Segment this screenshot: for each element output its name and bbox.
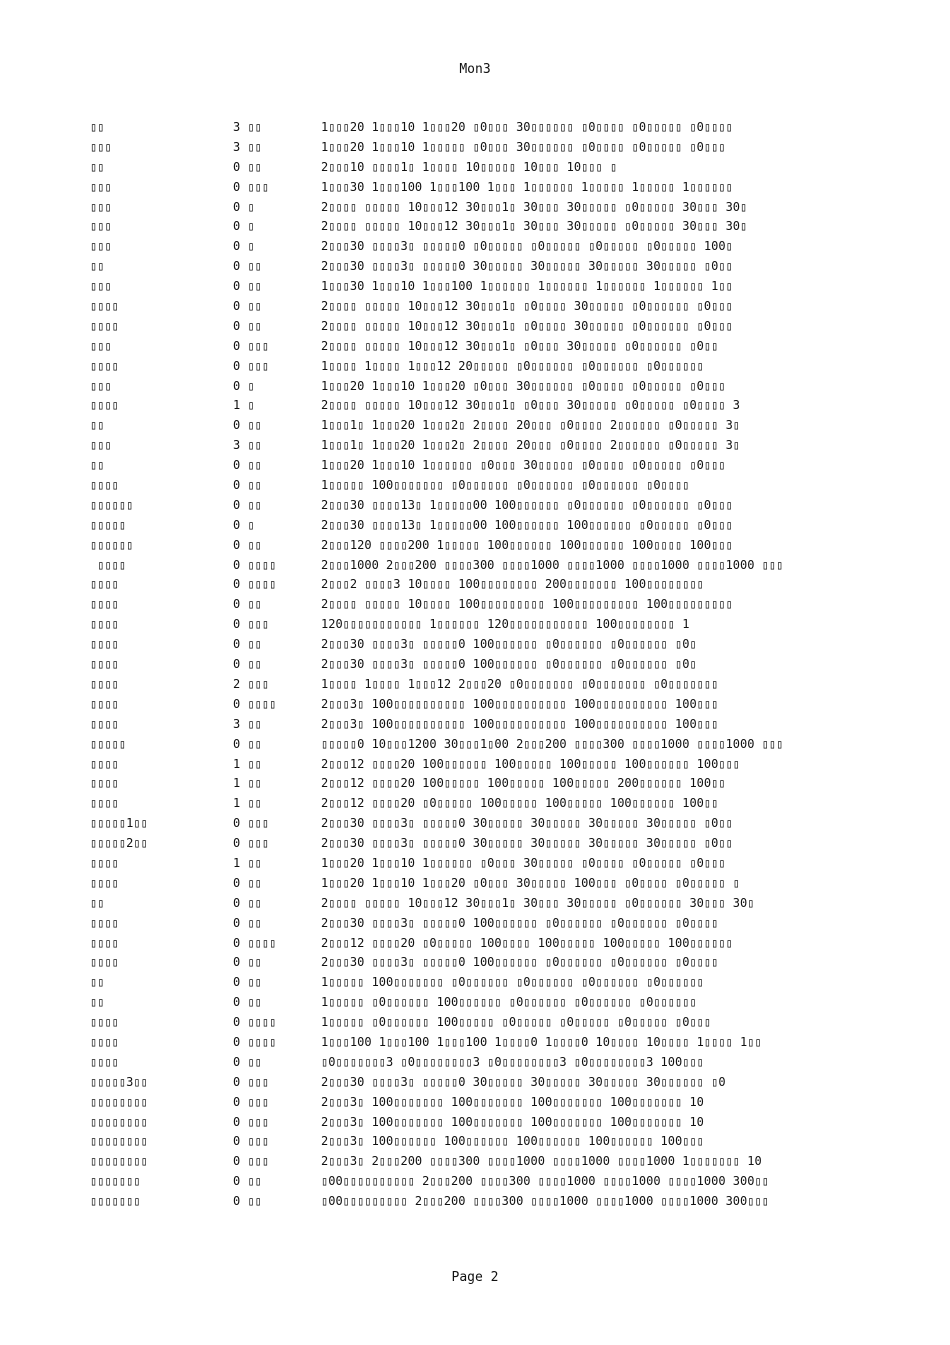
- row-name: ▯▯▯▯: [90, 577, 119, 592]
- table-row: [90, 675, 930, 695]
- table-row: [90, 695, 930, 715]
- table-row: [90, 337, 930, 357]
- table-row: [90, 1152, 930, 1172]
- table-row: [90, 396, 930, 416]
- row-code: 0 ▯▯: [233, 159, 262, 174]
- table-row: [90, 973, 930, 993]
- row-values: ▯00▯▯▯▯▯▯▯▯▯ 2▯▯▯200 ▯▯▯▯300 ▯▯▯▯1000 ▯▯▯▯1000 ▯▯▯▯1000 300▯▯▯: [321, 1194, 769, 1209]
- row-code: 0 ▯▯: [233, 975, 262, 990]
- row-values: 2▯▯▯3▯ 100▯▯▯▯▯▯▯▯▯▯ 100▯▯▯▯▯▯▯▯▯▯ 100▯▯▯▯▯▯▯▯▯▯ 100▯▯▯: [321, 696, 719, 711]
- row-code: 0 ▯▯▯▯: [233, 935, 277, 950]
- table-row: [90, 317, 930, 337]
- row-name: ▯▯▯: [90, 378, 112, 393]
- row-code: 0 ▯▯: [233, 995, 262, 1010]
- row-values: 2▯▯▯30 ▯▯▯▯13▯ 1▯▯▯▯▯00 100▯▯▯▯▯▯ 100▯▯▯▯▯▯ ▯0▯▯▯▯▯ ▯0▯▯▯: [321, 517, 733, 532]
- table-row: [90, 794, 930, 814]
- table-row: [90, 1053, 930, 1073]
- row-code: 0 ▯▯▯: [233, 1114, 270, 1129]
- row-values: 2▯▯▯▯ ▯▯▯▯▯ 10▯▯▯▯ 100▯▯▯▯▯▯▯▯▯ 100▯▯▯▯▯▯▯▯▯ 100▯▯▯▯▯▯▯▯▯: [321, 597, 733, 612]
- table-row: [90, 834, 930, 854]
- row-code: 0 ▯▯: [233, 955, 262, 970]
- table-row: [90, 953, 930, 973]
- row-name: ▯▯▯: [90, 338, 112, 353]
- row-values: 2▯▯▯30 ▯▯▯▯3▯ ▯▯▯▯▯0 30▯▯▯▯▯ 30▯▯▯▯▯ 30▯▯▯▯▯ 30▯▯▯▯▯ ▯0▯▯: [321, 259, 733, 274]
- table-row: [90, 257, 930, 277]
- table-row: [90, 1172, 930, 1192]
- row-values: 1▯▯▯▯ 1▯▯▯▯ 1▯▯▯12 20▯▯▯▯▯ ▯0▯▯▯▯▯▯ ▯0▯▯▯▯▯▯ ▯0▯▯▯▯▯▯: [321, 358, 704, 373]
- row-code: 0 ▯▯▯: [233, 1134, 270, 1149]
- table-row: [90, 1033, 930, 1053]
- table-row: [90, 595, 930, 615]
- row-name: ▯▯▯▯: [90, 557, 127, 572]
- row-values: 2▯▯▯3▯ 100▯▯▯▯▯▯▯▯▯▯ 100▯▯▯▯▯▯▯▯▯▯ 100▯▯▯▯▯▯▯▯▯▯ 100▯▯▯: [321, 716, 719, 731]
- data-table: [90, 118, 930, 1212]
- table-row: [90, 1113, 930, 1133]
- table-row: [90, 1093, 930, 1113]
- row-values: 1▯▯▯20 1▯▯▯10 1▯▯▯20 ▯0▯▯▯ 30▯▯▯▯▯▯ ▯0▯▯▯▯ ▯0▯▯▯▯▯ ▯0▯▯▯: [321, 378, 726, 393]
- row-name: ▯▯▯▯▯▯▯▯: [90, 1154, 148, 1169]
- row-name: ▯▯▯: [90, 438, 112, 453]
- row-values: 1▯▯▯▯ 1▯▯▯▯ 1▯▯▯12 2▯▯▯20 ▯0▯▯▯▯▯▯▯ ▯0▯▯▯▯▯▯▯ ▯0▯▯▯▯▯▯▯: [321, 676, 719, 691]
- row-code: 0 ▯▯: [233, 1194, 262, 1209]
- row-code: 0 ▯: [233, 517, 255, 532]
- table-row: [90, 814, 930, 834]
- table-row: [90, 894, 930, 914]
- row-values: 2▯▯▯30 ▯▯▯▯3▯ ▯▯▯▯▯0 100▯▯▯▯▯▯ ▯0▯▯▯▯▯▯ ▯0▯▯▯▯▯▯ ▯0▯: [321, 637, 697, 652]
- row-values: 1▯▯▯20 1▯▯▯10 1▯▯▯▯▯▯ ▯0▯▯▯ 30▯▯▯▯▯ ▯0▯▯▯▯ ▯0▯▯▯▯▯ ▯0▯▯▯: [321, 458, 726, 473]
- row-values: 120▯▯▯▯▯▯▯▯▯▯▯ 1▯▯▯▯▯▯ 120▯▯▯▯▯▯▯▯▯▯▯ 100▯▯▯▯▯▯▯▯ 1: [321, 617, 690, 632]
- row-values: 2▯▯▯▯ ▯▯▯▯▯ 10▯▯▯12 30▯▯▯1▯ 30▯▯▯ 30▯▯▯▯▯ ▯0▯▯▯▯▯▯ 30▯▯▯ 30▯: [321, 895, 755, 910]
- table-row: [90, 1132, 930, 1152]
- row-values: 2▯▯▯30 ▯▯▯▯13▯ 1▯▯▯▯▯00 100▯▯▯▯▯▯ ▯0▯▯▯▯▯▯ ▯0▯▯▯▯▯▯ ▯0▯▯▯: [321, 497, 733, 512]
- row-values: 2▯▯▯30 ▯▯▯▯3▯ ▯▯▯▯▯0 30▯▯▯▯▯ 30▯▯▯▯▯ 30▯▯▯▯▯ 30▯▯▯▯▯▯ ▯0: [321, 1074, 726, 1089]
- table-row: [90, 874, 930, 894]
- row-values: 2▯▯▯▯ ▯▯▯▯▯ 10▯▯▯12 30▯▯▯1▯ 30▯▯▯ 30▯▯▯▯▯ ▯0▯▯▯▯▯ 30▯▯▯ 30▯: [321, 199, 748, 214]
- table-row: [90, 158, 930, 178]
- table-row: [90, 556, 930, 576]
- row-name: ▯▯▯▯: [90, 358, 119, 373]
- row-code: 0 ▯▯▯▯: [233, 696, 277, 711]
- row-name: ▯▯▯: [90, 139, 112, 154]
- row-values: ▯0▯▯▯▯▯▯▯3 ▯0▯▯▯▯▯▯▯▯3 ▯0▯▯▯▯▯▯▯▯3 ▯0▯▯▯▯▯▯▯▯3 100▯▯▯: [321, 1054, 704, 1069]
- table-row: [90, 854, 930, 874]
- row-name: ▯▯▯▯: [90, 637, 119, 652]
- row-code: 1 ▯▯: [233, 855, 262, 870]
- row-name: ▯▯▯▯▯: [90, 736, 127, 751]
- row-name: ▯▯▯▯: [90, 1034, 119, 1049]
- row-name: ▯▯: [90, 159, 105, 174]
- row-name: ▯▯▯▯: [90, 597, 119, 612]
- table-row: [90, 715, 930, 735]
- row-values: ▯▯▯▯▯0 10▯▯▯1200 30▯▯▯1▯00 2▯▯▯200 ▯▯▯▯300 ▯▯▯▯1000 ▯▯▯▯1000 ▯▯▯: [321, 736, 784, 751]
- table-row: [90, 377, 930, 397]
- row-code: 0 ▯▯: [233, 537, 262, 552]
- row-name: ▯▯: [90, 259, 105, 274]
- table-row: [90, 1192, 930, 1212]
- row-code: 0 ▯▯: [233, 875, 262, 890]
- row-values: 2▯▯▯▯ ▯▯▯▯▯ 10▯▯▯12 30▯▯▯1▯ ▯0▯▯▯ 30▯▯▯▯▯ ▯0▯▯▯▯▯▯ ▯0▯▯: [321, 338, 719, 353]
- row-name: ▯▯▯: [90, 279, 112, 294]
- table-row: [90, 615, 930, 635]
- row-name: ▯▯▯▯: [90, 1054, 119, 1069]
- table-row: [90, 178, 930, 198]
- table-row: [90, 635, 930, 655]
- row-values: 1▯▯▯▯▯ 100▯▯▯▯▯▯▯ ▯0▯▯▯▯▯▯ ▯0▯▯▯▯▯▯ ▯0▯▯▯▯▯▯ ▯0▯▯▯▯: [321, 478, 690, 493]
- row-values: 1▯▯▯20 1▯▯▯10 1▯▯▯▯▯ ▯0▯▯▯ 30▯▯▯▯▯▯ ▯0▯▯▯▯ ▯0▯▯▯▯▯ ▯0▯▯▯: [321, 139, 726, 154]
- row-code: 0 ▯▯: [233, 657, 262, 672]
- row-values: 2▯▯▯12 ▯▯▯▯20 100▯▯▯▯▯▯ 100▯▯▯▯▯ 100▯▯▯▯▯ 100▯▯▯▯▯▯ 100▯▯▯: [321, 756, 741, 771]
- row-code: 0 ▯▯▯: [233, 358, 270, 373]
- row-values: 1▯▯▯1▯ 1▯▯▯20 1▯▯▯2▯ 2▯▯▯▯ 20▯▯▯ ▯0▯▯▯▯ 2▯▯▯▯▯▯ ▯0▯▯▯▯▯ 3▯: [321, 438, 741, 453]
- row-values: 2▯▯▯2 ▯▯▯▯3 10▯▯▯▯ 100▯▯▯▯▯▯▯▯ 200▯▯▯▯▯▯▯ 100▯▯▯▯▯▯▯▯: [321, 577, 704, 592]
- row-code: 0 ▯: [233, 199, 255, 214]
- row-values: 2▯▯▯120 ▯▯▯▯200 1▯▯▯▯▯ 100▯▯▯▯▯▯ 100▯▯▯▯▯▯ 100▯▯▯▯ 100▯▯▯: [321, 537, 733, 552]
- row-values: 2▯▯▯▯ ▯▯▯▯▯ 10▯▯▯12 30▯▯▯1▯ ▯0▯▯▯▯ 30▯▯▯▯▯ ▯0▯▯▯▯▯▯ ▯0▯▯▯: [321, 299, 733, 314]
- row-values: 2▯▯▯30 ▯▯▯▯3▯ ▯▯▯▯▯0 100▯▯▯▯▯▯ ▯0▯▯▯▯▯▯ ▯0▯▯▯▯▯▯ ▯0▯▯▯▯: [321, 955, 719, 970]
- row-name: ▯▯▯▯▯▯▯▯: [90, 1134, 148, 1149]
- row-name: ▯▯▯▯: [90, 915, 119, 930]
- row-code: 0 ▯▯: [233, 597, 262, 612]
- row-code: 1 ▯: [233, 398, 255, 413]
- row-code: 0 ▯▯: [233, 279, 262, 294]
- row-code: 1 ▯▯: [233, 776, 262, 791]
- row-name: ▯▯▯▯▯▯▯: [90, 1194, 141, 1209]
- row-name: ▯▯▯▯▯3▯▯: [90, 1074, 148, 1089]
- table-row: [90, 1013, 930, 1033]
- row-code: 0 ▯▯▯▯: [233, 1015, 277, 1030]
- row-name: ▯▯▯▯: [90, 855, 119, 870]
- row-name: ▯▯: [90, 458, 105, 473]
- table-row: [90, 476, 930, 496]
- table-row: [90, 755, 930, 775]
- row-values: 2▯▯▯3▯ 100▯▯▯▯▯▯ 100▯▯▯▯▯▯ 100▯▯▯▯▯▯ 100▯▯▯▯▯▯ 100▯▯▯: [321, 1134, 704, 1149]
- row-code: 1 ▯▯: [233, 796, 262, 811]
- row-code: 0 ▯▯: [233, 895, 262, 910]
- row-values: 1▯▯▯30 1▯▯▯10 1▯▯▯100 1▯▯▯▯▯▯ 1▯▯▯▯▯▯ 1▯▯▯▯▯▯ 1▯▯▯▯▯▯ 1▯▯: [321, 279, 733, 294]
- row-name: ▯▯▯▯▯2▯▯: [90, 836, 148, 851]
- row-code: 3 ▯▯: [233, 438, 262, 453]
- row-values: 2▯▯▯30 ▯▯▯▯3▯ ▯▯▯▯▯0 100▯▯▯▯▯▯ ▯0▯▯▯▯▯▯ ▯0▯▯▯▯▯▯ ▯0▯▯▯▯: [321, 915, 719, 930]
- row-name: ▯▯▯▯: [90, 716, 119, 731]
- row-name: ▯▯▯: [90, 199, 112, 214]
- row-name: ▯▯▯▯▯: [90, 517, 127, 532]
- row-name: ▯▯▯: [90, 179, 112, 194]
- row-code: 0 ▯▯: [233, 736, 262, 751]
- table-row: [90, 456, 930, 476]
- row-name: ▯▯▯▯: [90, 955, 119, 970]
- row-values: 2▯▯▯12 ▯▯▯▯20 ▯0▯▯▯▯▯ 100▯▯▯▯ 100▯▯▯▯▯ 100▯▯▯▯▯ 100▯▯▯▯▯▯: [321, 935, 733, 950]
- row-code: 1 ▯▯: [233, 756, 262, 771]
- row-code: 0 ▯▯▯: [233, 836, 270, 851]
- row-code: 0 ▯▯: [233, 637, 262, 652]
- row-code: 0 ▯▯▯: [233, 1074, 270, 1089]
- row-values: 1▯▯▯▯▯ 100▯▯▯▯▯▯▯ ▯0▯▯▯▯▯▯ ▯0▯▯▯▯▯▯ ▯0▯▯▯▯▯▯ ▯0▯▯▯▯▯▯: [321, 975, 704, 990]
- row-values: 2▯▯▯3▯ 100▯▯▯▯▯▯▯ 100▯▯▯▯▯▯▯ 100▯▯▯▯▯▯▯ 100▯▯▯▯▯▯▯ 10: [321, 1094, 704, 1109]
- row-code: 0 ▯▯▯: [233, 1094, 270, 1109]
- table-row: [90, 198, 930, 218]
- row-code: 0 ▯: [233, 378, 255, 393]
- row-name: ▯▯: [90, 895, 105, 910]
- row-name: ▯▯▯▯: [90, 935, 119, 950]
- row-values: 2▯▯▯3▯ 2▯▯▯200 ▯▯▯▯300 ▯▯▯▯1000 ▯▯▯▯1000 ▯▯▯▯1000 1▯▯▯▯▯▯▯ 10: [321, 1154, 762, 1169]
- row-name: ▯▯▯▯: [90, 1015, 119, 1030]
- row-name: ▯▯: [90, 418, 105, 433]
- row-name: ▯▯: [90, 120, 105, 134]
- table-row: [90, 237, 930, 257]
- table-row: [90, 297, 930, 317]
- row-values: 1▯▯▯100 1▯▯▯100 1▯▯▯100 1▯▯▯▯0 1▯▯▯▯0 10▯▯▯▯ 10▯▯▯▯ 1▯▯▯▯ 1▯▯: [321, 1034, 762, 1049]
- table-row: [90, 914, 930, 934]
- row-name: ▯▯▯▯: [90, 696, 119, 711]
- table-row: [90, 536, 930, 556]
- row-code: 3 ▯▯: [233, 120, 262, 134]
- row-code: 2 ▯▯▯: [233, 676, 270, 691]
- row-values: 2▯▯▯▯ ▯▯▯▯▯ 10▯▯▯12 30▯▯▯1▯ ▯0▯▯▯ 30▯▯▯▯▯ ▯0▯▯▯▯▯ ▯0▯▯▯▯ 3: [321, 398, 741, 413]
- row-code: 3 ▯▯: [233, 716, 262, 731]
- row-values: 1▯▯▯20 1▯▯▯10 1▯▯▯20 ▯0▯▯▯ 30▯▯▯▯▯ 100▯▯▯ ▯0▯▯▯▯ ▯0▯▯▯▯▯ ▯: [321, 875, 741, 890]
- table-row: [90, 357, 930, 377]
- row-name: ▯▯▯▯: [90, 657, 119, 672]
- table-row: [90, 575, 930, 595]
- table-row: [90, 655, 930, 675]
- row-values: 2▯▯▯30 ▯▯▯▯3▯ ▯▯▯▯▯0 100▯▯▯▯▯▯ ▯0▯▯▯▯▯▯ ▯0▯▯▯▯▯▯ ▯0▯: [321, 657, 697, 672]
- row-code: 0 ▯: [233, 219, 255, 234]
- row-code: 0 ▯▯▯: [233, 617, 270, 632]
- row-code: 0 ▯▯▯▯: [233, 577, 277, 592]
- table-row: [90, 277, 930, 297]
- row-name: ▯▯▯▯: [90, 776, 119, 791]
- row-name: ▯▯▯▯: [90, 617, 119, 632]
- row-name: ▯▯▯▯: [90, 398, 119, 413]
- table-row: [90, 1073, 930, 1093]
- row-name: ▯▯▯▯: [90, 756, 119, 771]
- row-code: 0 ▯▯: [233, 299, 262, 314]
- row-code: 0 ▯▯▯: [233, 338, 270, 353]
- row-code: 0 ▯▯▯▯: [233, 1034, 277, 1049]
- row-code: 0 ▯▯: [233, 259, 262, 274]
- row-values: 2▯▯▯30 ▯▯▯▯3▯ ▯▯▯▯▯0 30▯▯▯▯▯ 30▯▯▯▯▯ 30▯▯▯▯▯ 30▯▯▯▯▯ ▯0▯▯: [321, 816, 733, 831]
- row-name: ▯▯▯▯▯▯: [90, 497, 134, 512]
- row-name: ▯▯▯▯: [90, 478, 119, 493]
- row-name: ▯▯: [90, 975, 105, 990]
- row-name: ▯▯▯▯▯▯: [90, 537, 134, 552]
- row-values: 2▯▯▯▯ ▯▯▯▯▯ 10▯▯▯12 30▯▯▯1▯ ▯0▯▯▯▯ 30▯▯▯▯▯ ▯0▯▯▯▯▯▯ ▯0▯▯▯: [321, 318, 733, 333]
- row-values: 2▯▯▯30 ▯▯▯▯3▯ ▯▯▯▯▯0 30▯▯▯▯▯ 30▯▯▯▯▯ 30▯▯▯▯▯ 30▯▯▯▯▯ ▯0▯▯: [321, 836, 733, 851]
- row-values: 2▯▯▯12 ▯▯▯▯20 ▯0▯▯▯▯▯ 100▯▯▯▯▯ 100▯▯▯▯▯ 100▯▯▯▯▯▯ 100▯▯: [321, 796, 719, 811]
- row-values: 1▯▯▯▯▯ ▯0▯▯▯▯▯▯ 100▯▯▯▯▯ ▯0▯▯▯▯▯ ▯0▯▯▯▯▯ ▯0▯▯▯▯▯ ▯0▯▯▯: [321, 1015, 712, 1030]
- table-row: [90, 118, 930, 138]
- table-row: [90, 436, 930, 456]
- row-values: 2▯▯▯30 ▯▯▯▯3▯ ▯▯▯▯▯0 ▯0▯▯▯▯▯ ▯0▯▯▯▯▯ ▯0▯▯▯▯▯ ▯0▯▯▯▯▯ 100▯: [321, 239, 733, 254]
- table-row: [90, 774, 930, 794]
- row-name: ▯▯▯▯: [90, 796, 119, 811]
- row-name: ▯▯▯▯: [90, 318, 119, 333]
- row-name: ▯▯▯▯: [90, 299, 119, 314]
- row-values: ▯00▯▯▯▯▯▯▯▯▯▯ 2▯▯▯200 ▯▯▯▯300 ▯▯▯▯1000 ▯▯▯▯1000 ▯▯▯▯1000 300▯▯: [321, 1174, 769, 1189]
- page-footer: Page 2: [451, 1270, 499, 1285]
- row-values: 1▯▯▯1▯ 1▯▯▯20 1▯▯▯2▯ 2▯▯▯▯ 20▯▯▯ ▯0▯▯▯▯ 2▯▯▯▯▯▯ ▯0▯▯▯▯▯ 3▯: [321, 418, 741, 433]
- row-name: ▯▯▯: [90, 239, 112, 254]
- row-code: 3 ▯▯: [233, 139, 262, 154]
- row-values: 1▯▯▯20 1▯▯▯10 1▯▯▯20 ▯0▯▯▯ 30▯▯▯▯▯▯ ▯0▯▯▯▯ ▯0▯▯▯▯▯ ▯0▯▯▯▯: [321, 120, 733, 134]
- row-code: 0 ▯▯▯: [233, 816, 270, 831]
- row-code: 0 ▯▯▯▯: [233, 557, 277, 572]
- row-values: 2▯▯▯1000 2▯▯▯200 ▯▯▯▯300 ▯▯▯▯1000 ▯▯▯▯1000 ▯▯▯▯1000 ▯▯▯▯1000 ▯▯▯: [321, 557, 784, 572]
- table-row: [90, 496, 930, 516]
- row-code: 0 ▯▯: [233, 318, 262, 333]
- row-name: ▯▯▯▯: [90, 676, 119, 691]
- table-row: [90, 138, 930, 158]
- page-header: Mon3: [459, 62, 491, 77]
- row-values: 2▯▯▯3▯ 100▯▯▯▯▯▯▯ 100▯▯▯▯▯▯▯ 100▯▯▯▯▯▯▯ 100▯▯▯▯▯▯▯ 10: [321, 1114, 704, 1129]
- row-name: ▯▯▯▯▯▯▯▯: [90, 1114, 148, 1129]
- row-name: ▯▯▯▯: [90, 875, 119, 890]
- row-name: ▯▯▯▯▯1▯▯: [90, 816, 148, 831]
- row-name: ▯▯: [90, 995, 105, 1010]
- row-code: 0 ▯▯: [233, 478, 262, 493]
- row-code: 0 ▯▯: [233, 915, 262, 930]
- row-code: 0 ▯▯: [233, 497, 262, 512]
- row-values: 1▯▯▯20 1▯▯▯10 1▯▯▯▯▯▯ ▯0▯▯▯ 30▯▯▯▯▯ ▯0▯▯▯▯ ▯0▯▯▯▯▯ ▯0▯▯▯: [321, 855, 726, 870]
- table-row: [90, 993, 930, 1013]
- row-values: 2▯▯▯▯ ▯▯▯▯▯ 10▯▯▯12 30▯▯▯1▯ 30▯▯▯ 30▯▯▯▯▯ ▯0▯▯▯▯▯ 30▯▯▯ 30▯: [321, 219, 748, 234]
- row-code: 0 ▯▯▯: [233, 1154, 270, 1169]
- row-name: ▯▯▯: [90, 219, 112, 234]
- row-code: 0 ▯: [233, 239, 255, 254]
- row-name: ▯▯▯▯▯▯▯: [90, 1174, 141, 1189]
- table-row: [90, 934, 930, 954]
- row-code: 0 ▯▯: [233, 458, 262, 473]
- table-row: [90, 516, 930, 536]
- table-row: [90, 735, 930, 755]
- table-row: [90, 416, 930, 436]
- table-row: [90, 217, 930, 237]
- row-name: ▯▯▯▯▯▯▯▯: [90, 1094, 148, 1109]
- row-code: 0 ▯▯: [233, 1054, 262, 1069]
- row-values: 1▯▯▯▯▯ ▯0▯▯▯▯▯▯ 100▯▯▯▯▯▯ ▯0▯▯▯▯▯▯ ▯0▯▯▯▯▯▯ ▯0▯▯▯▯▯▯: [321, 995, 697, 1010]
- row-code: 0 ▯▯▯: [233, 179, 270, 194]
- row-values: 2▯▯▯10 ▯▯▯▯1▯ 1▯▯▯▯ 10▯▯▯▯▯ 10▯▯▯ 10▯▯▯ ▯: [321, 159, 618, 174]
- row-values: 1▯▯▯30 1▯▯▯100 1▯▯▯100 1▯▯▯ 1▯▯▯▯▯▯ 1▯▯▯▯▯ 1▯▯▯▯▯ 1▯▯▯▯▯▯: [321, 179, 733, 194]
- row-code: 0 ▯▯: [233, 1174, 262, 1189]
- row-code: 0 ▯▯: [233, 418, 262, 433]
- row-values: 2▯▯▯12 ▯▯▯▯20 100▯▯▯▯▯ 100▯▯▯▯▯ 100▯▯▯▯▯ 200▯▯▯▯▯▯ 100▯▯: [321, 776, 726, 791]
